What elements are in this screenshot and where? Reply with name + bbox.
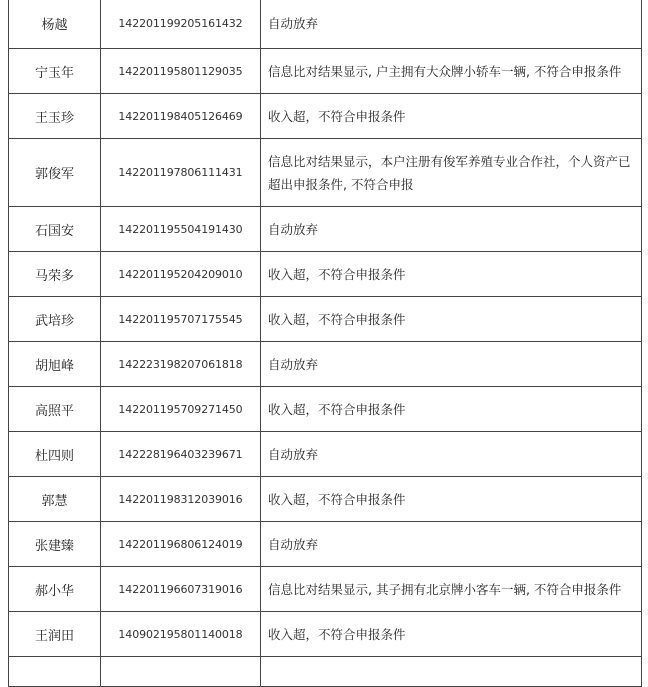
table-row [9, 49, 642, 94]
id-number-cell: 142201195707175545 [101, 297, 261, 342]
name-cell: 胡旭峰 [9, 342, 101, 387]
reason-cell: 自动放弃 [261, 432, 642, 477]
id-number-cell: 142201199205161432 [101, 0, 261, 49]
table-row [9, 252, 642, 297]
id-number-cell: 142201196607319016 [101, 567, 261, 612]
name-cell: 石国安 [9, 207, 101, 252]
id-number-cell: 142201198405126469 [101, 94, 261, 139]
id-number-cell: 142201195504191430 [101, 207, 261, 252]
name-cell: 王玉珍 [9, 94, 101, 139]
name-cell: 马荣多 [9, 252, 101, 297]
table-row [9, 387, 642, 432]
id-number-cell: 142201196806124019 [101, 522, 261, 567]
reason-cell: 信息比对结果显示, 其子拥有北京牌小客车一辆, 不符合申报条件 [261, 567, 642, 612]
id-number-cell: 142228196403239671 [101, 432, 261, 477]
table-row [9, 297, 642, 342]
table-row [9, 207, 642, 252]
id-number-cell: 142201197806111431 [101, 139, 261, 207]
reason-cell: 收入超，不符合申报条件 [261, 297, 642, 342]
table-row [9, 0, 642, 49]
reason-cell: 自动放弃 [261, 342, 642, 387]
reason-cell: 收入超，不符合申报条件 [261, 387, 642, 432]
name-cell: 宁玉年 [9, 49, 101, 94]
table-row [9, 612, 642, 657]
reason-cell: 信息比对结果显示，本户注册有俊军养殖专业合作社，个人资产已超出申报条件, 不符合申报 [261, 139, 642, 207]
name-cell: 武培珍 [9, 297, 101, 342]
reason-cell: 信息比对结果显示, 户主拥有大众牌小轿车一辆, 不符合申报条件 [261, 49, 642, 94]
name-cell: 高照平 [9, 387, 101, 432]
name-cell: 郭慧 [9, 477, 101, 522]
name-cell: 郭俊军 [9, 139, 101, 207]
reason-cell: 自动放弃 [261, 207, 642, 252]
name-cell [9, 657, 101, 687]
name-cell: 杜四则 [9, 432, 101, 477]
name-cell: 张建臻 [9, 522, 101, 567]
table-row [9, 94, 642, 139]
table-row [9, 432, 642, 477]
id-number-cell: 142201195204209010 [101, 252, 261, 297]
reason-cell: 自动放弃 [261, 0, 642, 49]
id-number-cell: 142223198207061818 [101, 342, 261, 387]
id-number-cell: 142201198312039016 [101, 477, 261, 522]
id-number-cell: 142201195801129035 [101, 49, 261, 94]
reason-cell: 收入超，不符合申报条件 [261, 94, 642, 139]
name-cell: 王润田 [9, 612, 101, 657]
id-number-cell: 142201195709271450 [101, 387, 261, 432]
table-row [9, 522, 642, 567]
id-number-cell: 140902195801140018 [101, 612, 261, 657]
table-row [9, 567, 642, 612]
name-cell: 郝小华 [9, 567, 101, 612]
name-cell: 杨越 [9, 0, 101, 49]
reason-cell: 自动放弃 [261, 522, 642, 567]
records-table [8, 0, 642, 687]
table-row [9, 477, 642, 522]
reason-cell: 收入超，不符合申报条件 [261, 612, 642, 657]
reason-cell: 收入超，不符合申报条件 [261, 252, 642, 297]
reason-cell [261, 657, 642, 687]
table-row [9, 657, 642, 687]
table-row [9, 342, 642, 387]
reason-cell: 收入超，不符合申报条件 [261, 477, 642, 522]
table-row [9, 139, 642, 207]
id-number-cell [101, 657, 261, 687]
